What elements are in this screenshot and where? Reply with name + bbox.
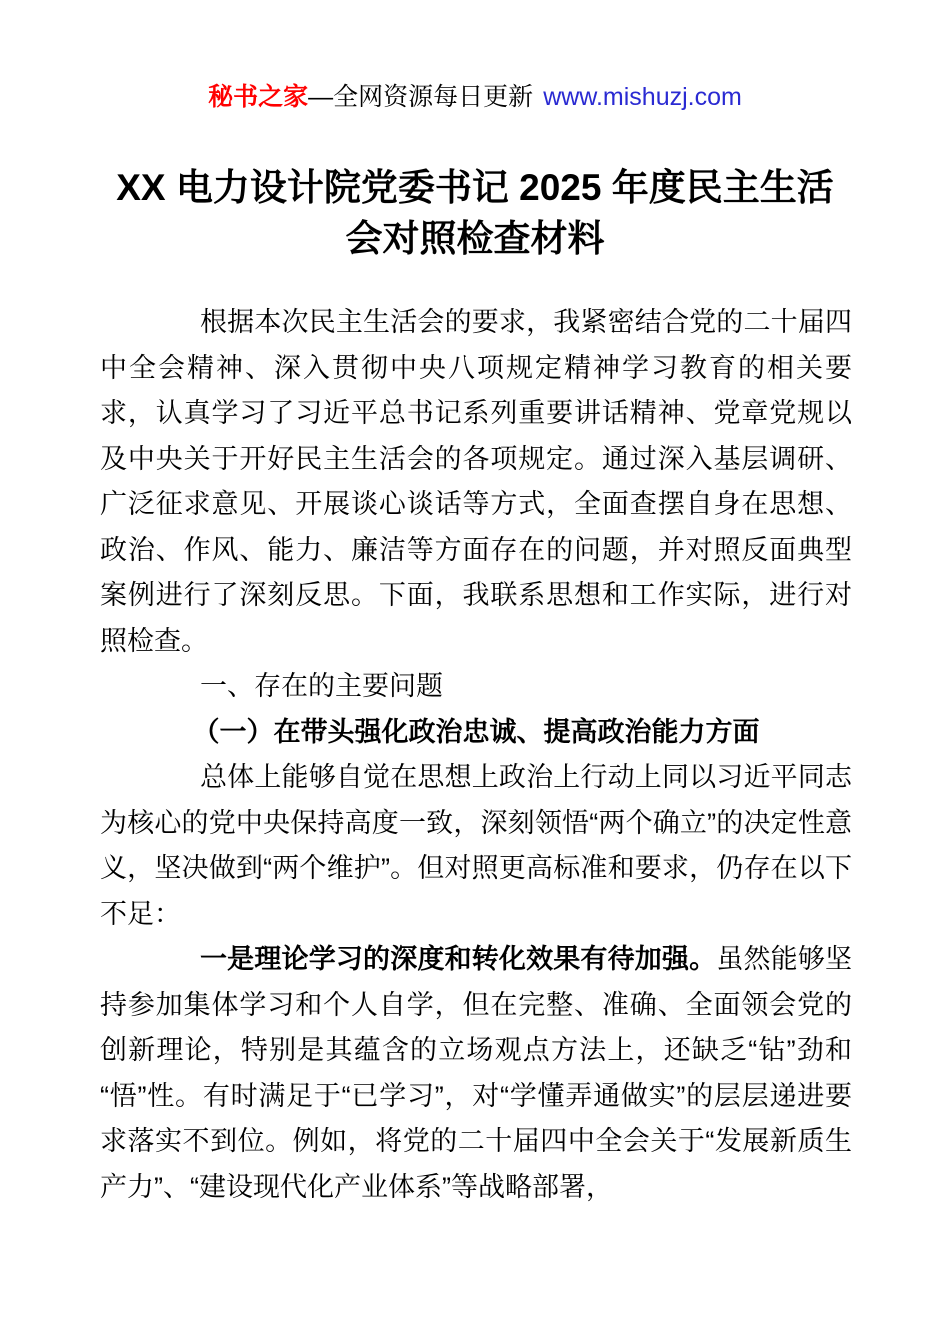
site-header	[0, 80, 950, 114]
overview-paragraph: 总体上能够自觉在思想上政治上行动上同以习近平同志为核心的党中央保持高度一致，深刻领悟“两个确立”的决定性意义，坚决做到“两个维护”。但对照更高标准和要求，仍存在以下不足：	[100, 762, 852, 929]
site-name: 秘书之家	[208, 83, 309, 111]
document-title	[0, 162, 950, 264]
issue-one-paragraph	[100, 937, 852, 1210]
site-url-link[interactable]: www.mishuzj.com	[543, 83, 742, 111]
document-title-line-1: XX 电力设计院党委书记 2025 年度民主生活	[116, 167, 834, 208]
document-body	[100, 300, 852, 1210]
issue-one-detail: 虽然能够坚持参加集体学习和个人自学，但在完整、准确、全面领会党的创新理论，特别是其蕴含的立场观点方法上，还缺乏“钻”劲和“悟”性。有时满足于“已学习”，对“学懂弄通做实”的层层递进要求落实不到位。例如，将党的二十届四中全会关于“发展新质生产力”、“建设现代化产业体系”等战略部署，	[100, 944, 853, 1202]
subsection-heading-political-loyalty: （一）在带头强化政治忠诚、提高政治能力方面	[192, 716, 760, 747]
issue-one-lead: 一是理论学习的深度和转化效果有待加强。	[200, 944, 717, 974]
section-heading-main-problems: 一、存在的主要问题	[200, 671, 443, 701]
site-tagline: —全网资源每日更新	[308, 83, 534, 111]
document-title-line-2: 会对照检查材料	[345, 218, 605, 259]
intro-paragraph: 根据本次民主生活会的要求，我紧密结合党的二十届四中全会精神、深入贯彻中央八项规定精神学习教育的相关要求，认真学习了习近平总书记系列重要讲话精神、党章党规以及中央关于开好民主生活会的各项规定。通过深入基层调研、广泛征求意见、开展谈心谈话等方式，全面查摆自身在思想、政治、作风、能力、廉洁等方面存在的问题，并对照反面典型案例进行了深刻反思。下面，我联系思想和工作实际，进行对照检查。	[100, 307, 852, 656]
